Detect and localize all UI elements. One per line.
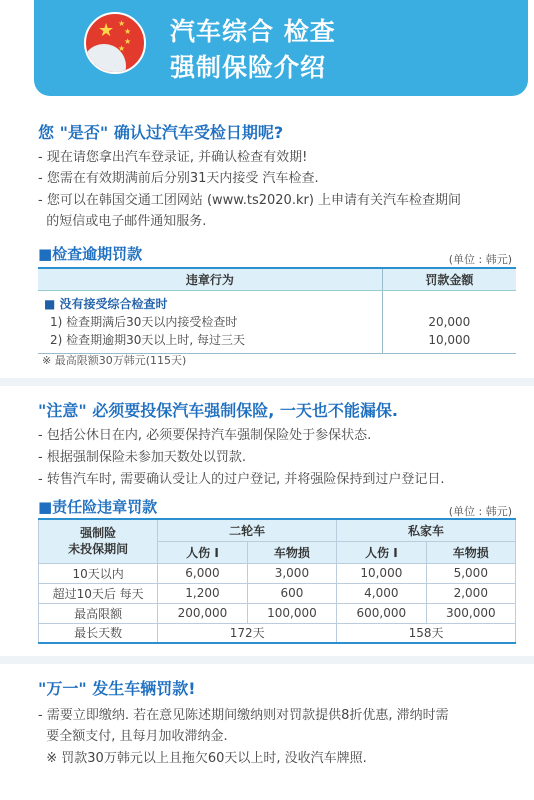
section3-title: "万一" 发生车辆罚款! [38, 679, 196, 698]
cell: 600,000 [337, 603, 426, 623]
cell: 6,000 [158, 563, 247, 583]
star-icon: ★ [124, 27, 132, 36]
section2-title: "注意" 必须要投保汽车强制保险, 一天也不能漏保. [38, 401, 398, 420]
cell: 300,000 [426, 603, 515, 623]
header-banner [34, 0, 528, 96]
fine2-unit: (单位 : 韩元) [448, 505, 512, 518]
col-period: 强制险 未投保期间 [39, 519, 158, 563]
col-violation: 违章行为 [38, 268, 382, 290]
bullet-item: - 转售汽车时, 需要确认受让人的过户登记, 并将强险保持到过户登记日. [38, 472, 445, 487]
cell: 2,000 [426, 583, 515, 603]
col-injury: 人伤 I [337, 541, 426, 563]
star-icon: ★ [118, 44, 126, 53]
row-label: 超过10天后 每天 [39, 583, 158, 603]
flag-emblem-icon [84, 12, 146, 74]
cell: 1,200 [158, 583, 247, 603]
bullet-item: 的短信或电子邮件通知服务. [38, 214, 207, 229]
col-amount: 罚款金额 [382, 268, 516, 290]
cell: 600 [247, 583, 336, 603]
bullet-item: - 包括公休日在内, 必须要保持汽车强制保险处于参保状态. [38, 428, 372, 443]
bullet-item: - 现在请您拿出汽车登录证, 并确认检查有效期! [38, 150, 308, 165]
col-damage: 车物损 [247, 541, 336, 563]
section1-title: 您 "是否" 确认过汽车受检日期呢? [38, 123, 284, 142]
fine1-row-amount: 20,000 [428, 314, 471, 329]
cell: 200,000 [158, 603, 247, 623]
bullet-item: - 需要立即缴纳. 若在意见陈述期间缴纳则对罚款提供8折优惠, 滞纳时需 [38, 708, 449, 723]
bullet-item: - 您可以在韩国交通工团网站 (www.ts2020.kr) 上申请有关汽车检查期间 [38, 193, 462, 208]
star-icon: ★ [98, 20, 115, 41]
star-icon: ★ [124, 37, 132, 46]
bullet-item: - 根据强制保险未参加天数处以罚款. [38, 450, 246, 465]
star-icon: ★ [118, 19, 126, 28]
table-row [39, 583, 516, 603]
cell: 158天 [337, 623, 516, 643]
cell: 4,000 [337, 583, 426, 603]
row-label: 10天以内 [39, 563, 158, 583]
fine1-row-text: 1) 检查期满后30天以内接受检查时 [50, 314, 238, 329]
divider [0, 656, 534, 664]
divider [0, 378, 534, 386]
fine1-row-amount: 10,000 [428, 332, 471, 347]
row-label: 最高限额 [39, 603, 158, 623]
col-damage: 车物损 [426, 541, 515, 563]
fine1-category: ■ 没有接受综合检查时 [44, 296, 168, 311]
fine2-title: ■责任险违章罚款 [38, 498, 158, 516]
liability-fine-table [38, 518, 516, 644]
inspection-fine-table [38, 267, 516, 354]
table-row [39, 603, 516, 623]
row-label: 最长天数 [39, 623, 158, 643]
header-title-line2: 强制保险介绍 [170, 53, 327, 82]
bullet-item: 要全额支付, 且每月加收滞纳金. [38, 729, 228, 744]
cell: 10,000 [337, 563, 426, 583]
table-row [39, 563, 516, 583]
table-row [39, 623, 516, 643]
cell: 100,000 [247, 603, 336, 623]
cell: 5,000 [426, 563, 515, 583]
fine1-title: ■检查逾期罚款 [38, 245, 143, 263]
col-private-car: 私家车 [337, 519, 516, 541]
fine1-unit: (单位 : 韩元) [448, 253, 512, 266]
cell: 3,000 [247, 563, 336, 583]
bullet-item: ※ 罚款30万韩元以上且拖欠60天以上时, 没收汽车牌照. [38, 751, 367, 766]
fine1-row-text: 2) 检查期逾期30天以上时, 每过三天 [50, 332, 246, 347]
col-two-wheeler: 二轮车 [158, 519, 337, 541]
cell: 172天 [158, 623, 337, 643]
bullet-item: - 您需在有效期满前后分别31天内接受 汽车检查. [38, 171, 319, 186]
col-injury: 人伤 I [158, 541, 247, 563]
header-title-line1: 汽车综合 检查 [170, 17, 336, 46]
fine1-note: ※ 最高限额30万韩元(115天) [42, 354, 187, 367]
